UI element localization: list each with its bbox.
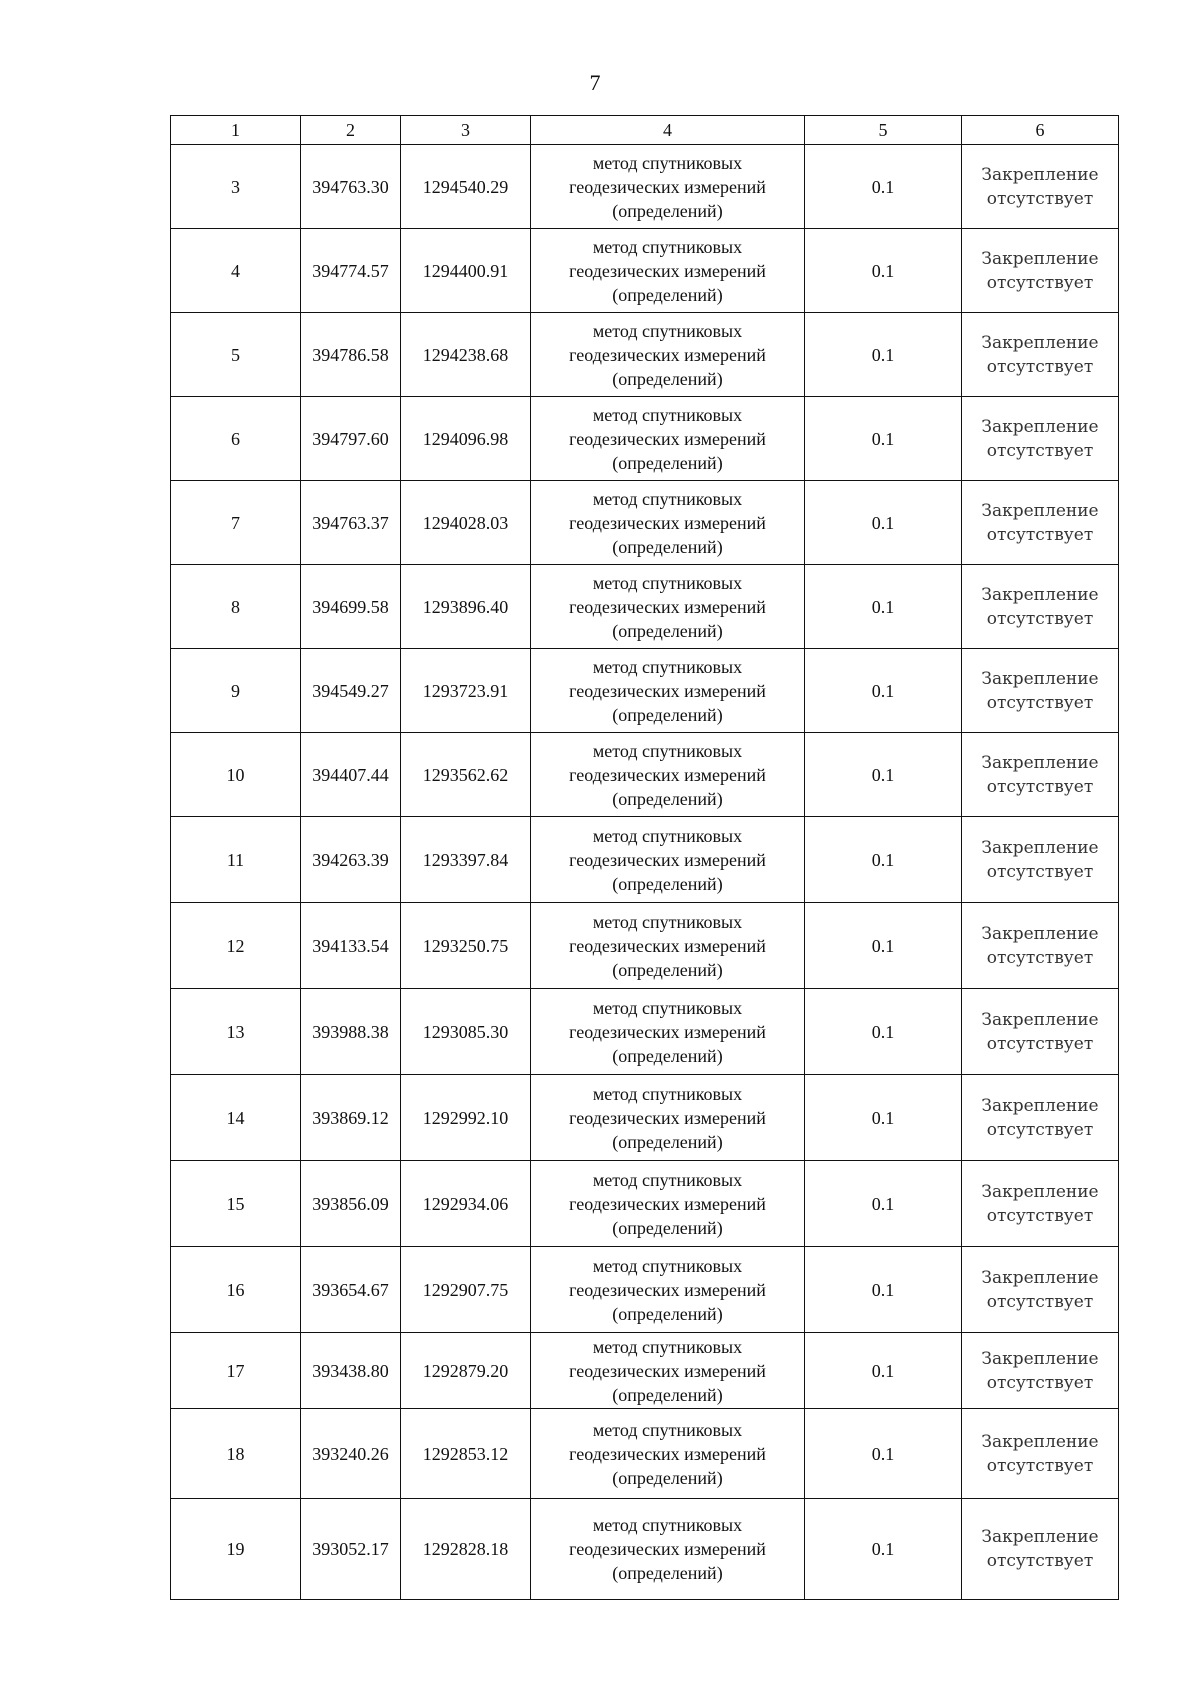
- y-coordinate-cell: 1294238.68: [401, 313, 531, 397]
- fixing-description-cell: Закрепление отсутствует: [962, 1499, 1119, 1600]
- point-number-cell: 13: [171, 989, 301, 1075]
- accuracy-cell: 0.1: [805, 1499, 962, 1600]
- x-coordinate-cell: 393052.17: [301, 1499, 401, 1600]
- accuracy-cell: 0.1: [805, 1075, 962, 1161]
- table-row: [171, 229, 1119, 313]
- accuracy-cell: 0.1: [805, 1247, 962, 1333]
- method-cell: метод спутниковых геодезических измерений (определений): [531, 397, 805, 481]
- y-coordinate-cell: 1293250.75: [401, 903, 531, 989]
- method-cell: метод спутниковых геодезических измерений (определений): [531, 565, 805, 649]
- y-coordinate-cell: 1294400.91: [401, 229, 531, 313]
- point-number-cell: 18: [171, 1409, 301, 1499]
- fixing-description-cell: Закрепление отсутствует: [962, 649, 1119, 733]
- table-row: [171, 1333, 1119, 1409]
- fixing-description-cell: Закрепление отсутствует: [962, 1333, 1119, 1409]
- accuracy-cell: 0.1: [805, 313, 962, 397]
- method-cell: метод спутниковых геодезических измерений (определений): [531, 145, 805, 229]
- point-number-cell: 12: [171, 903, 301, 989]
- point-number-cell: 11: [171, 817, 301, 903]
- method-cell: метод спутниковых геодезических измерений (определений): [531, 1161, 805, 1247]
- fixing-description-cell: Закрепление отсутствует: [962, 989, 1119, 1075]
- y-coordinate-cell: 1293723.91: [401, 649, 531, 733]
- column-header: 1: [171, 116, 301, 145]
- method-cell: метод спутниковых геодезических измерений (определений): [531, 733, 805, 817]
- y-coordinate-cell: 1292907.75: [401, 1247, 531, 1333]
- table-row: [171, 481, 1119, 565]
- x-coordinate-cell: 394763.37: [301, 481, 401, 565]
- column-header: 4: [531, 116, 805, 145]
- point-number-cell: 9: [171, 649, 301, 733]
- fixing-description-cell: Закрепление отсутствует: [962, 903, 1119, 989]
- point-number-cell: 3: [171, 145, 301, 229]
- x-coordinate-cell: 394786.58: [301, 313, 401, 397]
- coordinates-table: [170, 115, 1119, 1600]
- accuracy-cell: 0.1: [805, 903, 962, 989]
- method-cell: метод спутниковых геодезических измерений (определений): [531, 481, 805, 565]
- table-row: [171, 1409, 1119, 1499]
- y-coordinate-cell: 1293085.30: [401, 989, 531, 1075]
- accuracy-cell: 0.1: [805, 989, 962, 1075]
- column-header: 2: [301, 116, 401, 145]
- fixing-description-cell: Закрепление отсутствует: [962, 145, 1119, 229]
- fixing-description-cell: Закрепление отсутствует: [962, 565, 1119, 649]
- fixing-description-cell: Закрепление отсутствует: [962, 733, 1119, 817]
- fixing-description-cell: Закрепление отсутствует: [962, 229, 1119, 313]
- x-coordinate-cell: 394774.57: [301, 229, 401, 313]
- table-row: [171, 313, 1119, 397]
- column-header: 5: [805, 116, 962, 145]
- method-cell: метод спутниковых геодезических измерений (определений): [531, 903, 805, 989]
- x-coordinate-cell: 394407.44: [301, 733, 401, 817]
- method-cell: метод спутниковых геодезических измерений (определений): [531, 1499, 805, 1600]
- y-coordinate-cell: 1292828.18: [401, 1499, 531, 1600]
- x-coordinate-cell: 394797.60: [301, 397, 401, 481]
- method-cell: метод спутниковых геодезических измерений (определений): [531, 817, 805, 903]
- point-number-cell: 14: [171, 1075, 301, 1161]
- table-body: [171, 145, 1119, 1600]
- method-cell: метод спутниковых геодезических измерений (определений): [531, 313, 805, 397]
- table-row: [171, 733, 1119, 817]
- y-coordinate-cell: 1292853.12: [401, 1409, 531, 1499]
- accuracy-cell: 0.1: [805, 229, 962, 313]
- y-coordinate-cell: 1292992.10: [401, 1075, 531, 1161]
- table-header-row: [171, 116, 1119, 145]
- accuracy-cell: 0.1: [805, 145, 962, 229]
- fixing-description-cell: Закрепление отсутствует: [962, 1247, 1119, 1333]
- point-number-cell: 4: [171, 229, 301, 313]
- x-coordinate-cell: 393654.67: [301, 1247, 401, 1333]
- method-cell: метод спутниковых геодезических измерений (определений): [531, 649, 805, 733]
- point-number-cell: 19: [171, 1499, 301, 1600]
- table-row: [171, 649, 1119, 733]
- column-header: 3: [401, 116, 531, 145]
- table-row: [171, 903, 1119, 989]
- x-coordinate-cell: 393240.26: [301, 1409, 401, 1499]
- point-number-cell: 5: [171, 313, 301, 397]
- accuracy-cell: 0.1: [805, 1333, 962, 1409]
- accuracy-cell: 0.1: [805, 817, 962, 903]
- point-number-cell: 6: [171, 397, 301, 481]
- y-coordinate-cell: 1294028.03: [401, 481, 531, 565]
- method-cell: метод спутниковых геодезических измерений (определений): [531, 1333, 805, 1409]
- point-number-cell: 7: [171, 481, 301, 565]
- table-row: [171, 565, 1119, 649]
- x-coordinate-cell: 393869.12: [301, 1075, 401, 1161]
- table-row: [171, 1247, 1119, 1333]
- point-number-cell: 15: [171, 1161, 301, 1247]
- table-row: [171, 145, 1119, 229]
- x-coordinate-cell: 393856.09: [301, 1161, 401, 1247]
- accuracy-cell: 0.1: [805, 1161, 962, 1247]
- column-header: 6: [962, 116, 1119, 145]
- x-coordinate-cell: 394263.39: [301, 817, 401, 903]
- x-coordinate-cell: 394763.30: [301, 145, 401, 229]
- point-number-cell: 17: [171, 1333, 301, 1409]
- x-coordinate-cell: 394549.27: [301, 649, 401, 733]
- table-row: [171, 989, 1119, 1075]
- accuracy-cell: 0.1: [805, 1409, 962, 1499]
- y-coordinate-cell: 1293562.62: [401, 733, 531, 817]
- y-coordinate-cell: 1293397.84: [401, 817, 531, 903]
- y-coordinate-cell: 1292879.20: [401, 1333, 531, 1409]
- accuracy-cell: 0.1: [805, 481, 962, 565]
- y-coordinate-cell: 1294540.29: [401, 145, 531, 229]
- y-coordinate-cell: 1292934.06: [401, 1161, 531, 1247]
- point-number-cell: 16: [171, 1247, 301, 1333]
- fixing-description-cell: Закрепление отсутствует: [962, 1075, 1119, 1161]
- table-row: [171, 1075, 1119, 1161]
- method-cell: метод спутниковых геодезических измерений (определений): [531, 1409, 805, 1499]
- method-cell: метод спутниковых геодезических измерений (определений): [531, 229, 805, 313]
- fixing-description-cell: Закрепление отсутствует: [962, 397, 1119, 481]
- accuracy-cell: 0.1: [805, 733, 962, 817]
- point-number-cell: 8: [171, 565, 301, 649]
- method-cell: метод спутниковых геодезических измерений (определений): [531, 1075, 805, 1161]
- table-row: [171, 817, 1119, 903]
- table-row: [171, 1499, 1119, 1600]
- y-coordinate-cell: 1293896.40: [401, 565, 531, 649]
- y-coordinate-cell: 1294096.98: [401, 397, 531, 481]
- table-row: [171, 397, 1119, 481]
- page-number: 7: [589, 70, 601, 95]
- accuracy-cell: 0.1: [805, 565, 962, 649]
- x-coordinate-cell: 393438.80: [301, 1333, 401, 1409]
- table-row: [171, 1161, 1119, 1247]
- x-coordinate-cell: 393988.38: [301, 989, 401, 1075]
- fixing-description-cell: Закрепление отсутствует: [962, 1161, 1119, 1247]
- method-cell: метод спутниковых геодезических измерений (определений): [531, 1247, 805, 1333]
- x-coordinate-cell: 394133.54: [301, 903, 401, 989]
- fixing-description-cell: Закрепление отсутствует: [962, 481, 1119, 565]
- point-number-cell: 10: [171, 733, 301, 817]
- accuracy-cell: 0.1: [805, 397, 962, 481]
- accuracy-cell: 0.1: [805, 649, 962, 733]
- x-coordinate-cell: 394699.58: [301, 565, 401, 649]
- method-cell: метод спутниковых геодезических измерений (определений): [531, 989, 805, 1075]
- fixing-description-cell: Закрепление отсутствует: [962, 1409, 1119, 1499]
- fixing-description-cell: Закрепление отсутствует: [962, 313, 1119, 397]
- fixing-description-cell: Закрепление отсутствует: [962, 817, 1119, 903]
